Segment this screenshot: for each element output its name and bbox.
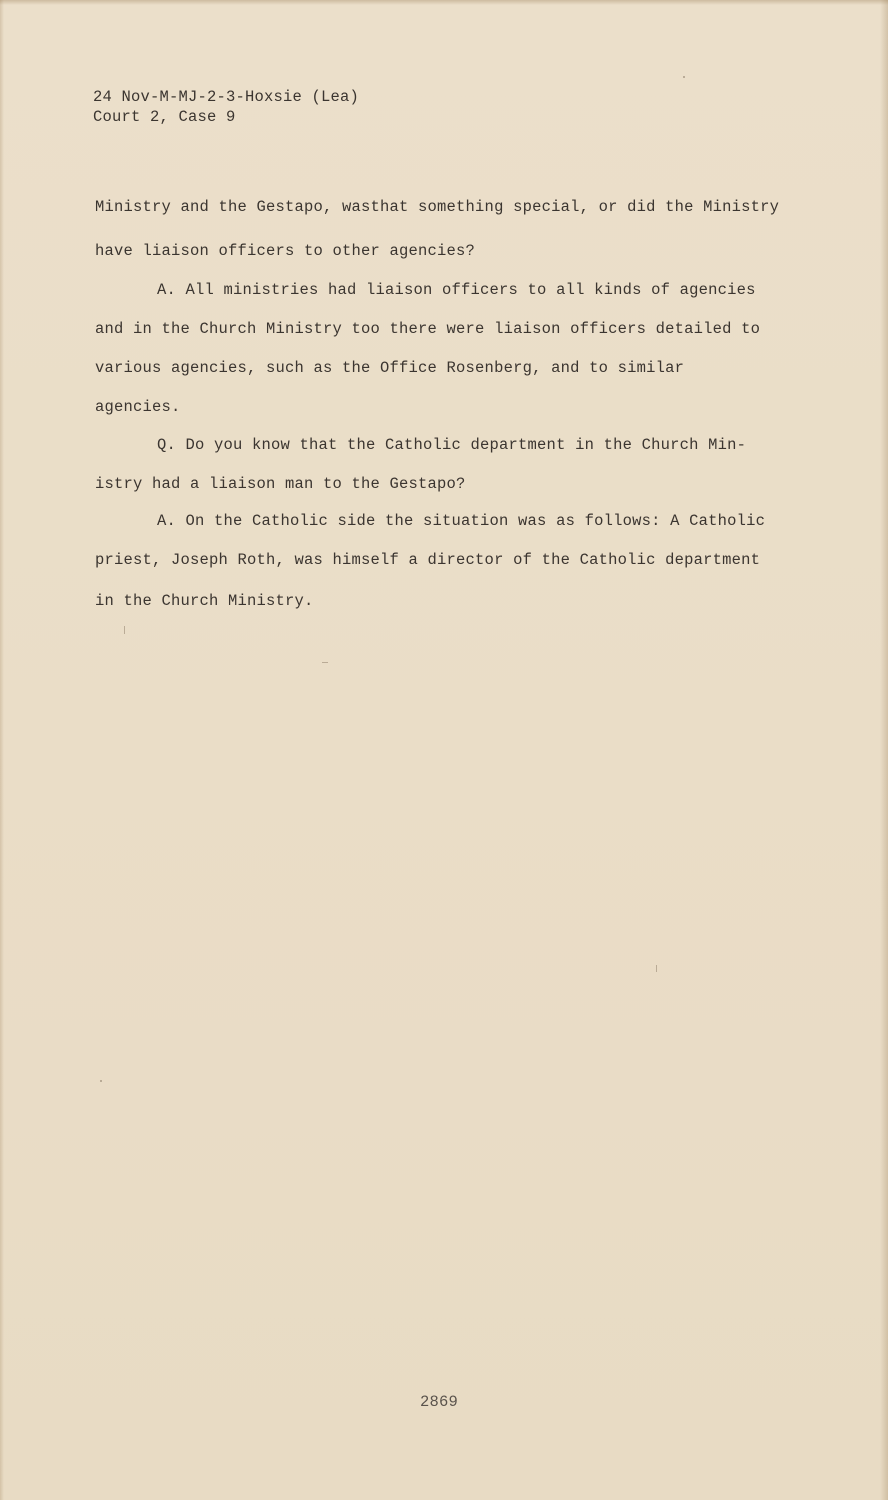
paper-speck [124,626,125,634]
paper-speck [100,1080,102,1082]
body-line: priest, Joseph Roth, was himself a director of the Catholic department [95,551,761,569]
paper-speck [322,662,328,663]
body-line: A. All ministries had liaison officers to all kinds of agencies [157,281,756,299]
body-line: istry had a liaison man to the Gestapo? [95,475,466,493]
body-line: agencies. [95,398,181,416]
paper-speck [683,76,685,78]
body-line: A. On the Catholic side the situation was as follows: A Catholic [157,512,766,530]
body-line: Ministry and the Gestapo, wasthat something special, or did the Ministry [95,198,780,216]
header-court-case-line: Court 2, Case 9 [93,108,236,126]
body-line: Q. Do you know that the Catholic department in the Church Min- [157,436,747,454]
body-line: have liaison officers to other agencies? [95,242,476,260]
header-reference-line: 24 Nov-M-MJ-2-3-Hoxsie (Lea) [93,88,360,106]
page-top-edge [0,0,888,5]
page-left-edge [0,0,4,1500]
page-right-edge [880,0,888,1500]
page-number: 2869 [420,1393,459,1411]
body-line: and in the Church Ministry too there were liaison officers detailed to [95,320,761,338]
body-line: in the Church Ministry. [95,592,314,610]
paper-speck [656,965,657,972]
body-line: various agencies, such as the Office Rosenberg, and to similar [95,359,685,377]
